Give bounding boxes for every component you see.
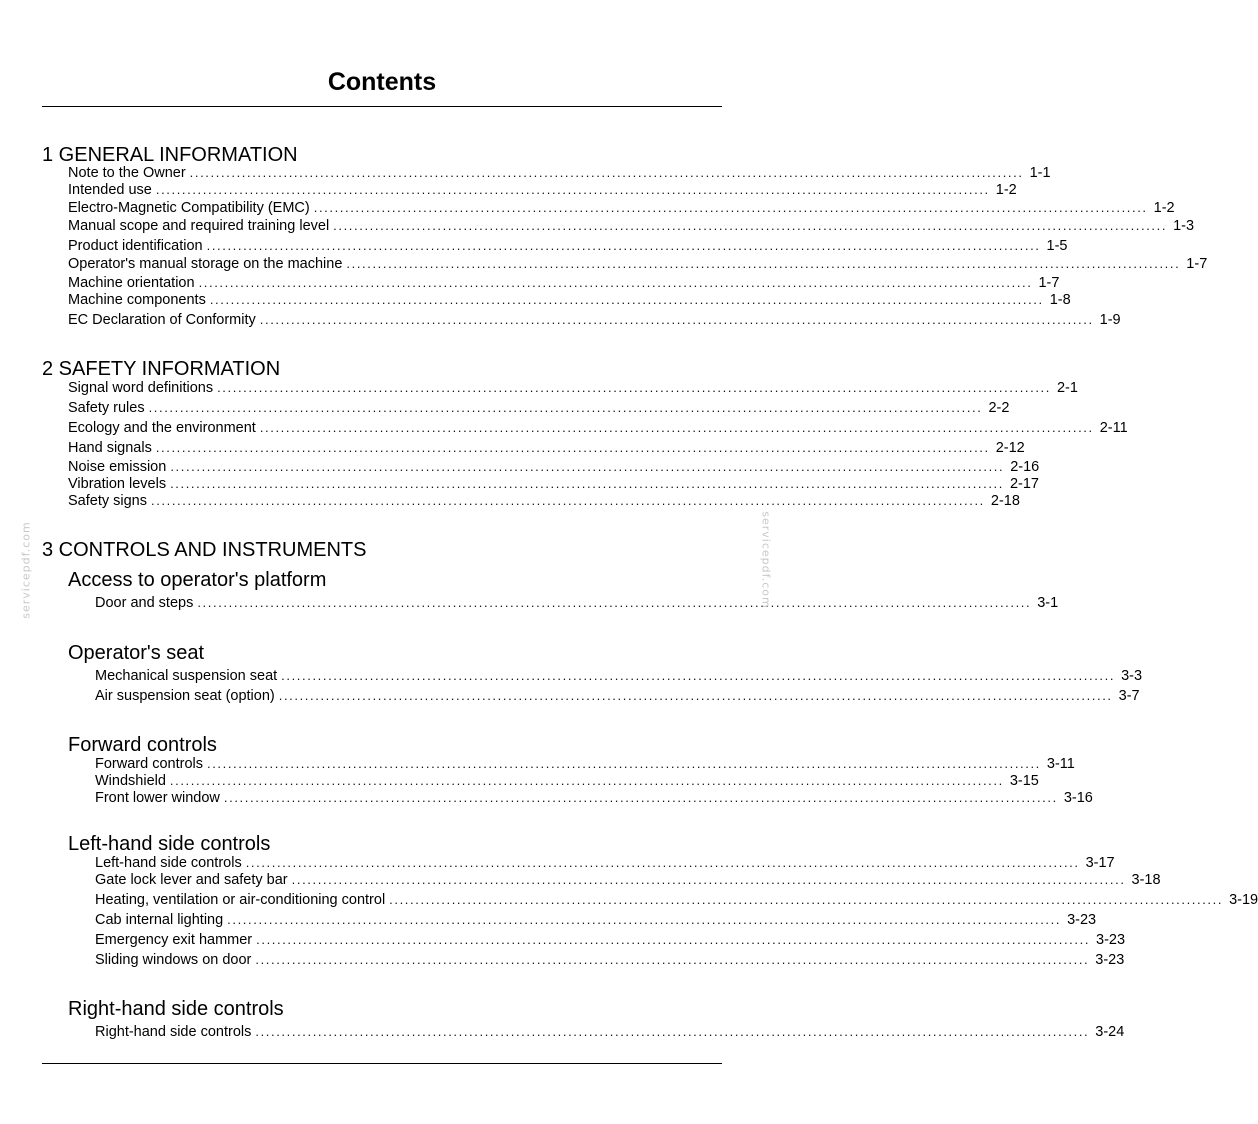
- entry-label: Heating, ventilation or air-conditioning control: [95, 892, 386, 908]
- toc-entry-forward-controls[interactable]: [95, 755, 1075, 772]
- entry-page: 2-17: [1009, 476, 1039, 492]
- entry-label: Product identification: [68, 238, 203, 254]
- dot-leader: ................................................................................................................................................................: [189, 165, 1024, 180]
- page-title: [0, 64, 794, 100]
- watermark-left: servicepdf.com: [19, 521, 33, 619]
- toc-entry-door-and-steps[interactable]: [95, 594, 1059, 611]
- dot-leader: ................................................................................................................................................................: [209, 292, 1044, 307]
- toc-entry-emc[interactable]: [68, 199, 1175, 216]
- entry-label: Intended use: [68, 182, 152, 198]
- dot-leader: ................................................................................................................................................................: [206, 756, 1041, 771]
- toc-entry-gate-lock-lever[interactable]: [95, 871, 1161, 888]
- dot-leader: ................................................................................................................................................................: [291, 872, 1126, 887]
- toc-entry-noise-emission[interactable]: [68, 458, 1040, 475]
- bottom-divider: [42, 1063, 722, 1064]
- entry-page: 2-16: [1010, 459, 1040, 475]
- subsection-heading-left-hand-side-controls: Left-hand side controls: [68, 833, 271, 855]
- entry-label: Right-hand side controls: [95, 1024, 252, 1040]
- entry-page: 1-1: [1029, 165, 1051, 181]
- toc-entry-machine-orientation[interactable]: [68, 274, 1060, 291]
- toc-entry-ec-declaration[interactable]: [68, 311, 1121, 328]
- dot-leader: ................................................................................................................................................................: [256, 932, 1091, 947]
- entry-label: Safety signs: [68, 493, 147, 509]
- toc-entry-sliding-windows[interactable]: [95, 951, 1125, 968]
- entry-label: Windshield: [95, 773, 166, 789]
- entry-page: 3-24: [1095, 1024, 1125, 1040]
- entry-page: 1-2: [1153, 200, 1175, 216]
- entry-label: Hand signals: [68, 440, 152, 456]
- dot-leader: ................................................................................................................................................................: [148, 400, 983, 415]
- toc-entry-safety-rules[interactable]: [68, 399, 1010, 416]
- entry-label: Machine components: [68, 292, 206, 308]
- toc-entry-vibration-levels[interactable]: [68, 475, 1039, 492]
- toc-entry-hand-signals[interactable]: [68, 439, 1025, 456]
- entry-page: 1-7: [1186, 256, 1208, 272]
- entry-page: 3-7: [1118, 688, 1140, 704]
- entry-page: 3-16: [1063, 790, 1093, 806]
- dot-leader: ................................................................................................................................................................: [281, 668, 1116, 683]
- dot-leader: ................................................................................................................................................................: [198, 275, 1033, 290]
- toc-entry-manual-storage[interactable]: [68, 255, 1208, 272]
- subsection-heading-operators-seat: Operator's seat: [68, 642, 205, 664]
- dot-leader: ................................................................................................................................................................: [346, 256, 1181, 271]
- entry-page: 3-18: [1131, 872, 1161, 888]
- entry-page: 3-23: [1095, 952, 1125, 968]
- entry-label: Noise emission: [68, 459, 167, 475]
- entry-label: Emergency exit hammer: [95, 932, 253, 948]
- toc-entry-manual-scope[interactable]: [68, 217, 1195, 234]
- entry-page: 3-11: [1046, 756, 1075, 772]
- dot-leader: ................................................................................................................................................................: [245, 855, 1080, 870]
- entry-label: EC Declaration of Conformity: [68, 312, 256, 328]
- dot-leader: ................................................................................................................................................................: [223, 790, 1058, 805]
- entry-label: Operator's manual storage on the machine: [68, 256, 343, 272]
- entry-page: 3-1: [1037, 595, 1059, 611]
- watermark-right: servicepdf.com: [759, 511, 773, 609]
- entry-label: Front lower window: [95, 790, 220, 806]
- toc-entry-air-suspension-seat[interactable]: [95, 687, 1140, 704]
- entry-label: Note to the Owner: [68, 165, 186, 181]
- toc-entry-product-identification[interactable]: [68, 237, 1068, 254]
- subsection-heading-access-platform: Access to operator's platform: [68, 569, 327, 591]
- toc-entry-hvac-control[interactable]: [95, 891, 1258, 908]
- entry-page: 3-23: [1096, 932, 1126, 948]
- entry-label: Machine orientation: [68, 275, 195, 291]
- dot-leader: ................................................................................................................................................................: [170, 459, 1005, 474]
- entry-page: 3-17: [1085, 855, 1115, 871]
- dot-leader: ................................................................................................................................................................: [278, 688, 1113, 703]
- toc-entry-note-to-the-owner[interactable]: [68, 164, 1051, 181]
- subsection-heading-forward-controls: Forward controls: [68, 734, 217, 756]
- dot-leader: ................................................................................................................................................................: [206, 238, 1041, 253]
- page-title-text: Contents: [327, 68, 437, 96]
- entry-page: 1-3: [1173, 218, 1195, 234]
- entry-page: 3-3: [1121, 668, 1143, 684]
- dot-leader: ................................................................................................................................................................: [333, 218, 1168, 233]
- dot-leader: ................................................................................................................................................................: [197, 595, 1032, 610]
- dot-leader: ................................................................................................................................................................: [255, 1024, 1090, 1039]
- entry-label: Ecology and the environment: [68, 420, 256, 436]
- top-divider: [42, 106, 722, 107]
- dot-leader: ................................................................................................................................................................: [170, 476, 1004, 491]
- toc-entry-signal-word-definitions[interactable]: [68, 379, 1078, 396]
- entry-page: 1-9: [1099, 312, 1121, 328]
- dot-leader: ................................................................................................................................................................: [389, 892, 1224, 907]
- entry-page: 2-12: [995, 440, 1025, 456]
- entry-page: 3-23: [1067, 912, 1097, 928]
- entry-page: 1-2: [995, 182, 1017, 198]
- toc-entry-right-hand-side-controls[interactable]: [95, 1023, 1125, 1040]
- dot-leader: ................................................................................................................................................................: [155, 440, 990, 455]
- entry-label: Vibration levels: [68, 476, 167, 492]
- dot-leader: ................................................................................................................................................................: [259, 312, 1094, 327]
- entry-page: 1-5: [1046, 238, 1068, 254]
- dot-leader: ................................................................................................................................................................: [169, 773, 1004, 788]
- toc-entry-machine-components[interactable]: [68, 291, 1071, 308]
- dot-leader: ................................................................................................................................................................: [227, 912, 1062, 927]
- toc-entry-cab-internal-lighting[interactable]: [95, 911, 1097, 928]
- entry-label: Air suspension seat (option): [95, 688, 275, 704]
- entry-label: Cab internal lighting: [95, 912, 224, 928]
- entry-label: Left-hand side controls: [95, 855, 242, 871]
- entry-page: 1-7: [1038, 275, 1060, 291]
- dot-leader: ................................................................................................................................................................: [255, 952, 1090, 967]
- dot-leader: ................................................................................................................................................................: [155, 182, 990, 197]
- dot-leader: ................................................................................................................................................................: [151, 493, 985, 508]
- entry-label: Signal word definitions: [68, 380, 214, 396]
- entry-page: 3-19: [1229, 892, 1258, 908]
- toc-entry-emergency-exit-hammer[interactable]: [95, 931, 1126, 948]
- entry-label: Safety rules: [68, 400, 145, 416]
- subsection-heading-right-hand-side-controls: Right-hand side controls: [68, 998, 284, 1020]
- entry-label: Manual scope and required training level: [68, 218, 330, 234]
- toc-entry-mechanical-suspension-seat[interactable]: [95, 667, 1143, 684]
- entry-page: 3-15: [1009, 773, 1039, 789]
- section-heading-general-information: 1 GENERAL INFORMATION: [42, 144, 298, 166]
- entry-page: 2-18: [990, 493, 1020, 509]
- toc-entry-safety-signs[interactable]: [68, 492, 1020, 509]
- entry-label: Mechanical suspension seat: [95, 668, 278, 684]
- entry-page: 2-11: [1099, 420, 1128, 436]
- section-heading-controls-and-instruments: 3 CONTROLS AND INSTRUMENTS: [42, 539, 367, 561]
- section-heading-safety-information: 2 SAFETY INFORMATION: [42, 358, 281, 380]
- entry-label: Electro-Magnetic Compatibility (EMC): [68, 200, 310, 216]
- entry-label: Gate lock lever and safety bar: [95, 872, 288, 888]
- toc-entry-intended-use[interactable]: [68, 181, 1017, 198]
- toc-entry-ecology[interactable]: [68, 419, 1128, 436]
- entry-page: 2-1: [1056, 380, 1078, 396]
- entry-page: 1-8: [1049, 292, 1071, 308]
- entry-label: Door and steps: [95, 595, 194, 611]
- entry-label: Forward controls: [95, 756, 203, 772]
- toc-entry-left-hand-side-controls[interactable]: [95, 854, 1115, 871]
- dot-leader: ................................................................................................................................................................: [259, 420, 1094, 435]
- toc-entry-windshield[interactable]: [95, 772, 1039, 789]
- entry-label: Sliding windows on door: [95, 952, 252, 968]
- toc-entry-front-lower-window[interactable]: [95, 789, 1093, 806]
- dot-leader: ................................................................................................................................................................: [217, 380, 1051, 395]
- dot-leader: ................................................................................................................................................................: [313, 200, 1148, 215]
- entry-page: 2-2: [988, 400, 1010, 416]
